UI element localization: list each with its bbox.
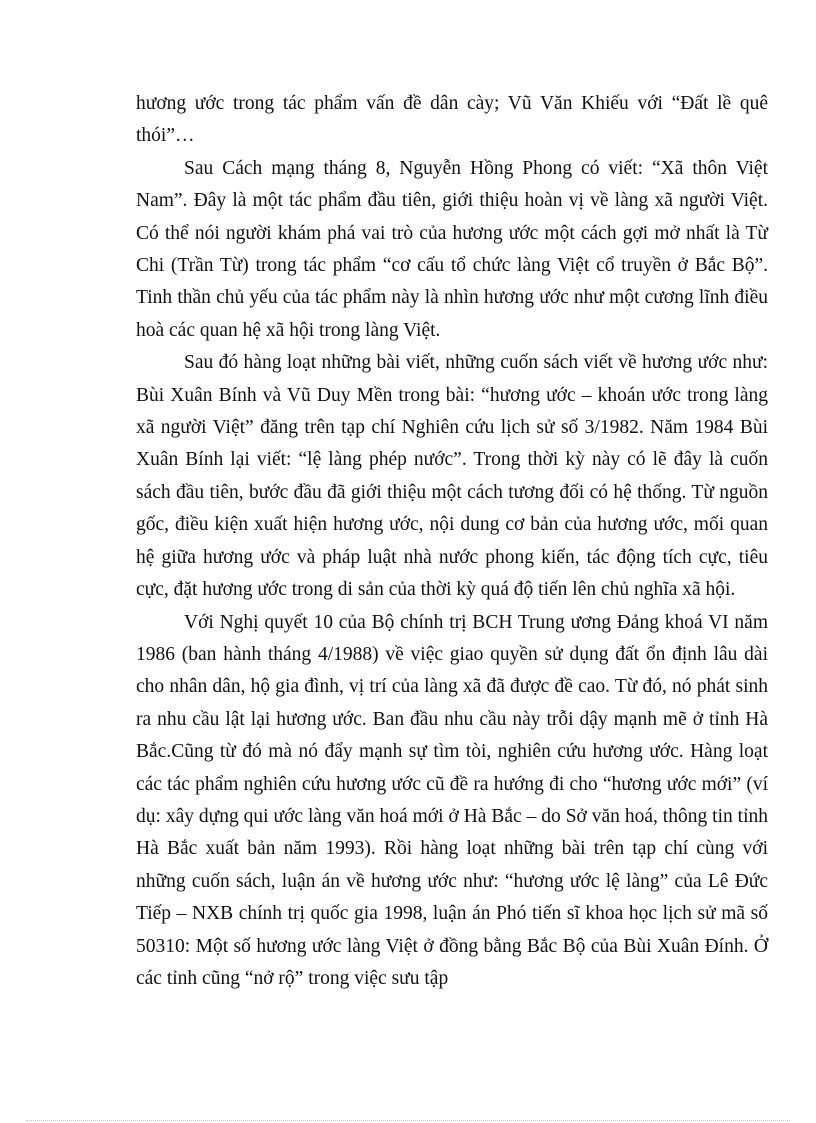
paragraph-bui-xuan-binh: Sau đó hàng loạt những bài viết, những cuốn sách viết về hương ước như: Bùi Xuân Bính và Vũ Duy Mền trong bài: “hương ước – khoán ước trong làng xã người Việt” đăng trên tạp chí Nghiên cứu lịch sử số 3/1982. Năm 1984 Bùi Xuân Bính lại viết: “lệ làng phép nước”. Trong thời kỳ này có lẽ đây là cuốn sách đầu tiên, bước đầu đã giới thiệu một cách tương đối có hệ thống. Từ nguồn gốc, điều kiện xuất hiện hương ước, nội dung cơ bản của hương ước, mối quan hệ giữa hương ước và pháp luật nhà nước phong kiến, tác động tích cực, tiêu cực, đặt hương ước trong di sản của thời kỳ quá độ tiến lên chủ nghĩa xã hội.: [136, 352, 768, 601]
paragraph-nghi-quyet-10: Với Nghị quyết 10 của Bộ chính trị BCH Trung ương Đảng khoá VI năm 1986 (ban hành tháng 4/1988) về việc giao quyền sử dụng đất ổn định lâu dài cho nhân dân, hộ gia đình, vị trí của làng xã đã được đề cao. Từ đó, nó phát sinh ra nhu cầu lật lại hương ước. Ban đầu nhu cầu này trỗi dậy mạnh mẽ ở tỉnh Hà Bắc.Cũng từ đó mà nó đẩy mạnh sự tìm tòi, nghiên cứu hương ước. Hàng loạt các tác phẩm nghiên cứu hương ước cũ đề ra hướng đi cho “hương ước mới” (ví dụ: xây dựng qui ước làng văn hoá mới ở Hà Bắc – do Sở văn hoá, thông tin tỉnh Hà Bắc xuất bản năm 1993). Rồi hàng loạt những bài trên tạp chí cùng với những cuốn sách, luận án về hương ước như: “hương ước lệ làng” của Lê Đức Tiếp – NXB chính trị quốc gia 1998, luận án Phó tiến sĩ khoa học lịch sử mã số 50310: Một số hương ước làng Việt ở đồng bằng Bắc Bộ của Bùi Xuân Đính. Ở các tỉnh cũng “nở rộ” trong việc sưu tập: [136, 611, 768, 989]
paragraph-nguyen-hong-phong: Sau Cách mạng tháng 8, Nguyễn Hồng Phong có viết: “Xã thôn Việt Nam”. Đây là một tác phẩm đầu tiên, giới thiệu hoàn vị về làng xã người Việt. Có thể nói người khám phá vai trò của hương ước một cách gợi mở nhất là Từ Chi (Trần Từ) trong tác phẩm “cơ cấu tổ chức làng Việt cổ truyền ở Bắc Bộ”. Tinh thần chủ yếu của tác phẩm này là nhìn hương ước như một cương lĩnh điều hoà các quan hệ xã hội trong làng Việt.: [136, 157, 768, 341]
paragraph-continuation: hương ước trong tác phẩm vấn đề dân cày; Vũ Văn Khiếu với “Đất lề quê thói”…: [136, 93, 768, 147]
document-body: [136, 88, 768, 995]
page-bottom-divider: [26, 1120, 790, 1121]
